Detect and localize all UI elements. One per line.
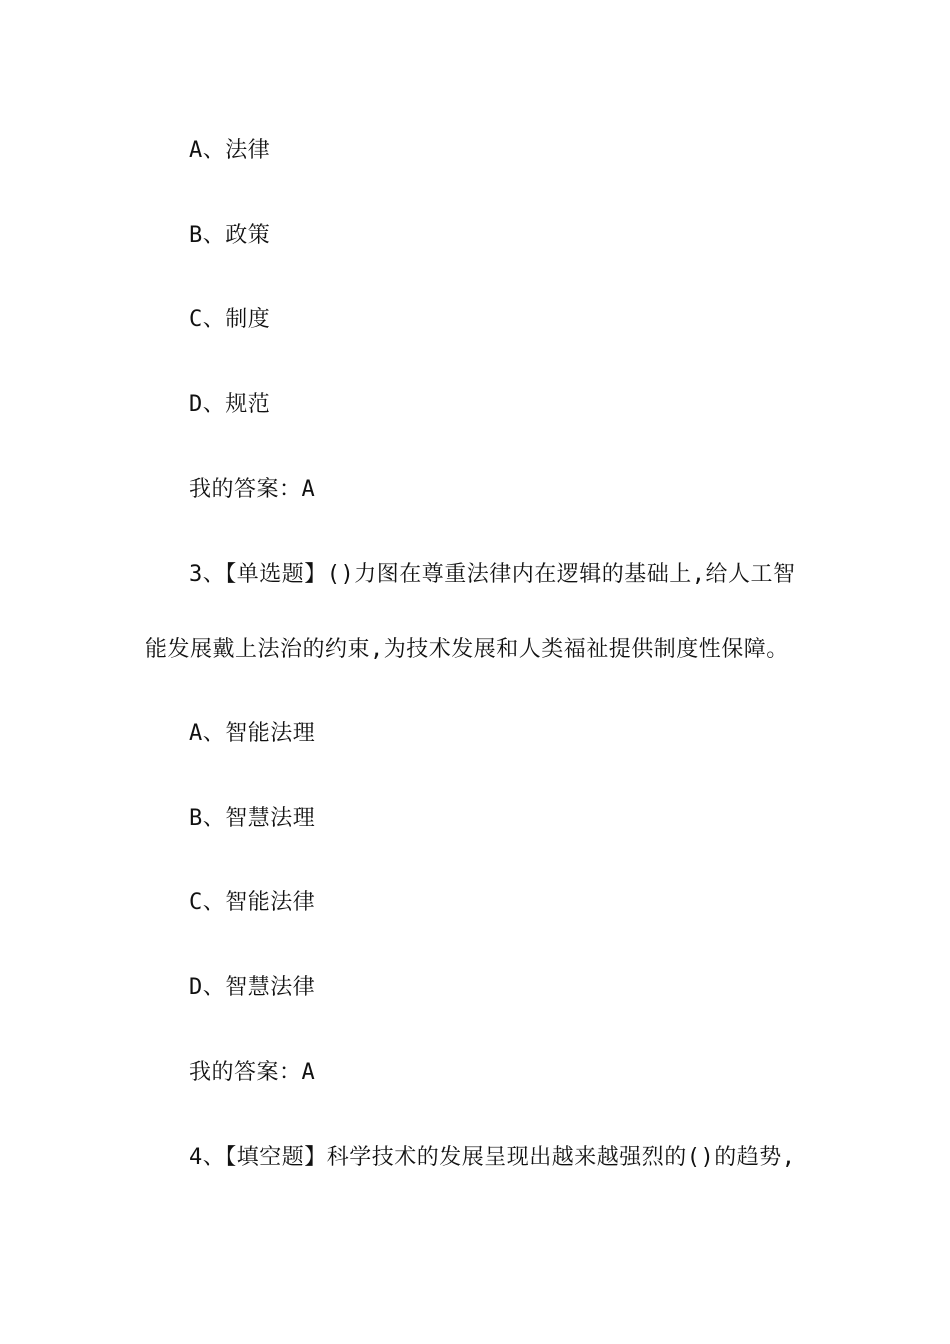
q3-option-d: D、智慧法律 (189, 975, 316, 1000)
q3-stem-line-2: 能发展戴上法治的约束,为技术发展和人类福祉提供制度性保障。 (145, 637, 789, 662)
q2-option-a: A、法律 (189, 138, 271, 163)
q3-stem-line-1: 3、【单选题】()力图在尊重法律内在逻辑的基础上,给人工智 (189, 562, 796, 587)
q3-option-a: A、智能法理 (189, 721, 316, 746)
q3-my-answer: 我的答案：A (189, 1060, 316, 1085)
q3-option-b: B、智慧法理 (189, 806, 316, 831)
q2-my-answer: 我的答案：A (189, 477, 316, 502)
q4-stem-line-1: 4、【填空题】科学技术的发展呈现出越来越强烈的()的趋势, (189, 1145, 796, 1170)
q2-option-c: C、制度 (189, 307, 271, 332)
q2-option-b: B、政策 (189, 223, 271, 248)
q3-option-c: C、智能法律 (189, 890, 316, 915)
q2-option-d: D、规范 (189, 392, 271, 417)
